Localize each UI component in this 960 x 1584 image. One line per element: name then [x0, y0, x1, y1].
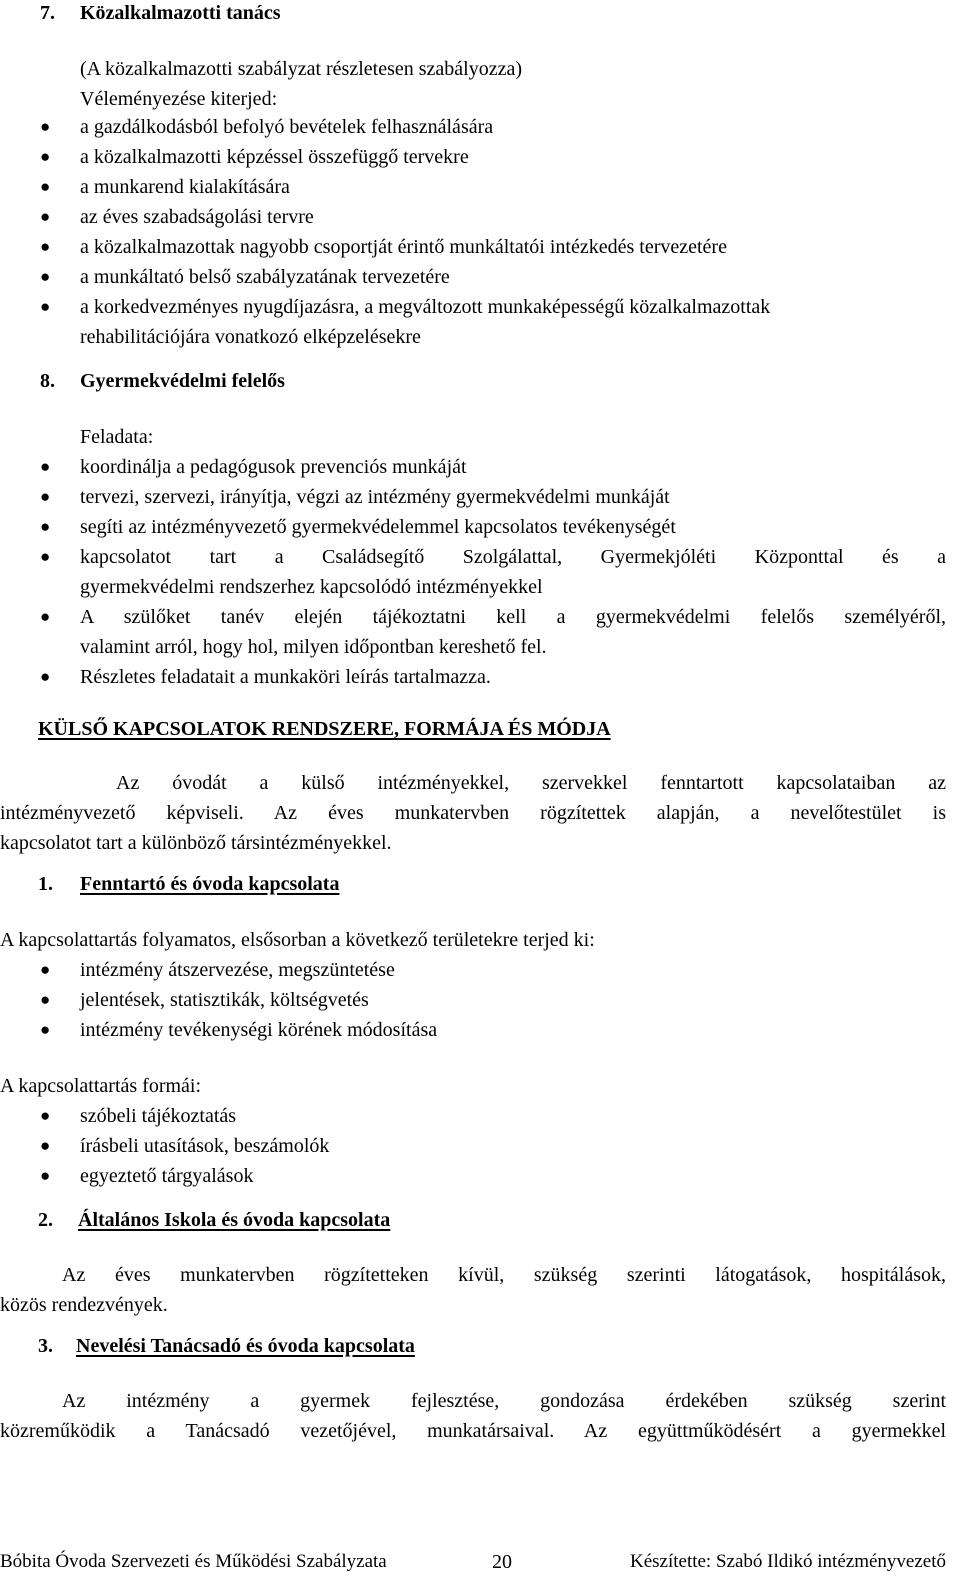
bullet-icon: ●: [40, 117, 51, 136]
subsection-number: 1.: [38, 873, 53, 895]
bullet-icon: ●: [40, 990, 51, 1009]
paragraph-line: közreműködik a Tanácsadó vezetőjével, munkatársaival. Az együttműködésért a gyermekkel: [0, 1420, 946, 1442]
footer-document-title: Bóbita Óvoda Szervezeti és Működési Szabályzata: [0, 1551, 387, 1572]
bullet-icon: ●: [40, 1106, 51, 1125]
paragraph-line: intézményvezető képviseli. Az éves munkatervben rögzítettek alapján, a nevelőtestület is: [0, 802, 946, 824]
bullet-icon: ●: [40, 607, 51, 626]
bullet-icon: ●: [40, 547, 51, 566]
chapter-heading: KÜLSŐ KAPCSOLATOK RENDSZERE, FORMÁJA ÉS MÓDJA: [38, 718, 611, 740]
bullet-icon: ●: [40, 457, 51, 476]
subsection-title: Nevelési Tanácsadó és óvoda kapcsolata: [76, 1335, 415, 1357]
paragraph-line: A kapcsolattartás folyamatos, elsősorban a következő területekre terjed ki:: [0, 929, 595, 951]
footer-page-number: 20: [492, 1551, 512, 1573]
section-number: 7.: [40, 2, 55, 24]
bullet-icon: ●: [40, 237, 51, 256]
bullet-icon: ●: [40, 267, 51, 286]
bullet-icon: ●: [40, 1166, 51, 1185]
tasks-label: Feladata:: [80, 426, 154, 448]
bullet-icon: ●: [40, 297, 51, 316]
subsection-title: Általános Iskola és óvoda kapcsolata: [78, 1209, 391, 1231]
bullet-icon: ●: [40, 517, 51, 536]
bullet-icon: ●: [40, 1020, 51, 1039]
paragraph-line: kapcsolatot tart a különböző társintézményekkel.: [0, 832, 392, 854]
subsection-title: Fenntartó és óvoda kapcsolata: [80, 873, 340, 895]
section-title: Közalkalmazotti tanács: [80, 2, 281, 24]
forms-label: A kapcsolattartás formái:: [0, 1075, 202, 1097]
subsection-number: 3.: [38, 1335, 53, 1357]
bullet-icon: ●: [40, 147, 51, 166]
paragraph-line: közös rendezvények.: [0, 1294, 168, 1316]
bullet-icon: ●: [40, 177, 51, 196]
section-title: Gyermekvédelmi felelős: [80, 370, 285, 392]
bullet-icon: ●: [40, 487, 51, 506]
bullet-icon: ●: [40, 960, 51, 979]
bullet-icon: ●: [40, 207, 51, 226]
paragraph-line: Az óvodát a külső intézményekkel, szervekkel fenntartott kapcsolataiban az: [116, 772, 946, 794]
intro-text: Véleményezése kiterjed:: [80, 88, 278, 110]
subsection-number: 2.: [38, 1209, 53, 1231]
paragraph-line: Az éves munkatervben rögzítetteken kívül, szükség szerinti látogatások, hospitálások,: [62, 1264, 946, 1286]
paragraph-line: Az intézmény a gyermek fejlesztése, gondozása érdekében szükség szerint: [62, 1390, 946, 1412]
bullet-icon: ●: [40, 1136, 51, 1155]
section-number: 8.: [40, 370, 55, 392]
bullet-icon: ●: [40, 667, 51, 686]
intro-text: (A közalkalmazotti szabályzat részletesen szabályozza): [80, 58, 522, 80]
footer-author: Készítette: Szabó Ildikó intézményvezető: [629, 1551, 946, 1572]
